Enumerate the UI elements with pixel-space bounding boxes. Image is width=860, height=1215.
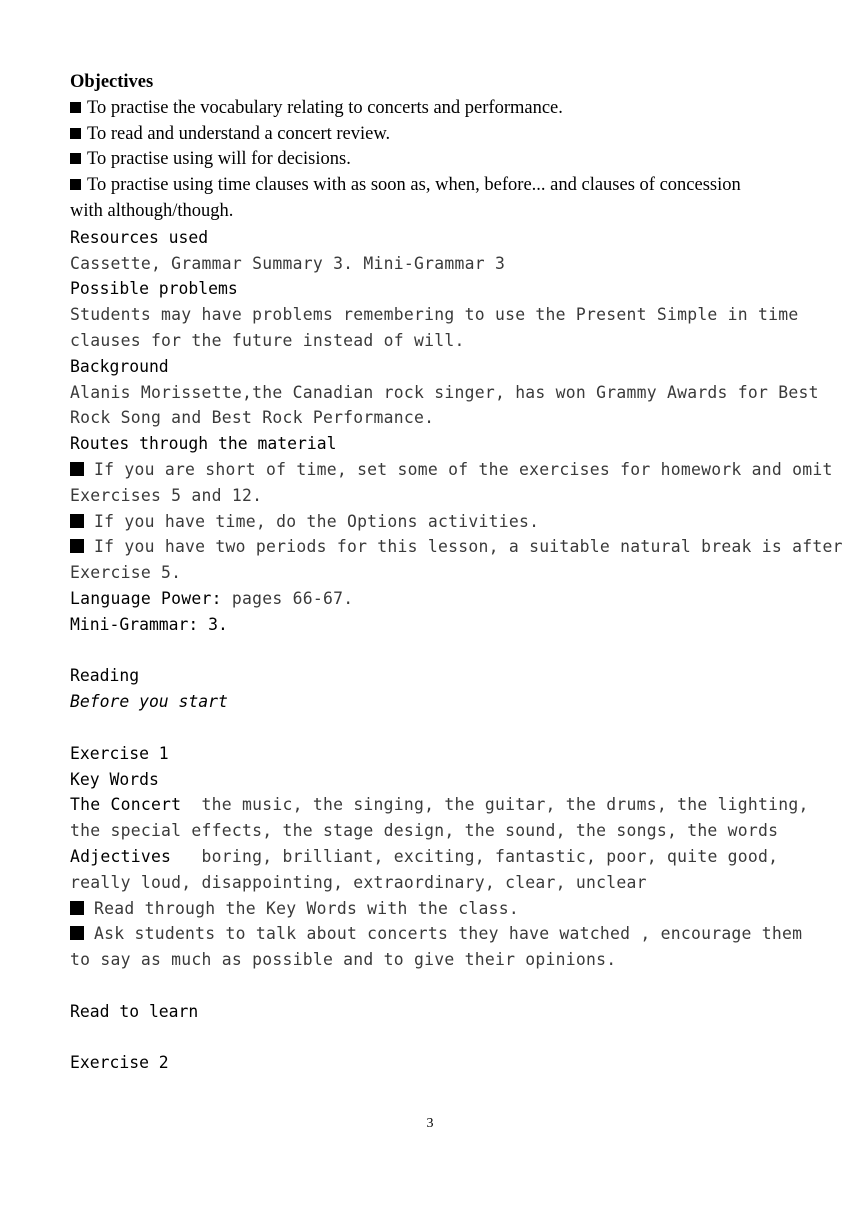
route-item-continuation: Exercise 5. <box>70 563 182 583</box>
problems-text-line: clauses for the future instead of will. <box>70 330 465 350</box>
problems-text-line: Students may have problems remembering to use the Present Simple in time <box>70 305 799 325</box>
bullet-square-icon <box>70 901 84 915</box>
language-power-label: Language Power: <box>70 588 222 608</box>
adjectives-continuation: really loud, disappointing, extraordinary, clear, unclear <box>70 872 647 892</box>
bullet-square-icon <box>70 153 81 164</box>
document-page <box>70 70 843 1076</box>
objective-item: To read and understand a concert review. <box>70 122 795 148</box>
bullet-square-icon <box>70 926 84 940</box>
background-heading: Background <box>70 356 169 376</box>
page-number: 3 <box>426 1116 434 1131</box>
bullet-square-icon <box>70 128 81 139</box>
resources-heading: Resources used <box>70 227 209 247</box>
exercise2-heading: Exercise 2 <box>70 1053 169 1073</box>
before-you-start-subheading: Before you start <box>70 692 228 712</box>
reading-heading: Reading <box>70 666 140 686</box>
mini-grammar-line: Mini-Grammar: 3. <box>70 614 228 634</box>
concert-words-continuation: the special effects, the stage design, the sound, the songs, the words <box>70 821 779 841</box>
bullet-square-icon <box>70 514 84 528</box>
route-item: If you are short of time, set some of the exercises for homework and omit <box>70 457 795 483</box>
background-text-line: Rock Song and Best Rock Performance. <box>70 408 435 428</box>
objective-item: To practise using time clauses with as soon as, when, before... and clauses of concession <box>70 173 795 199</box>
spacer <box>70 638 795 664</box>
objective-item: To practise the vocabulary relating to concerts and performance. <box>70 96 795 122</box>
route-item-continuation: Exercises 5 and 12. <box>70 485 263 505</box>
resources-text: Cassette, Grammar Summary 3. Mini-Grammar 3 <box>70 253 506 273</box>
spacer <box>70 715 795 741</box>
objective-item: To practise using will for decisions. <box>70 147 795 173</box>
routes-heading: Routes through the material <box>70 434 337 454</box>
bullet-square-icon <box>70 462 84 476</box>
problems-heading: Possible problems <box>70 279 238 299</box>
instruction-item: Read through the Key Words with the class. <box>70 896 795 922</box>
concert-words-line: The Concert the music, the singing, the guitar, the drums, the lighting, <box>70 795 809 815</box>
adjectives-label: Adjectives <box>70 846 172 866</box>
exercise1-heading: Exercise 1 <box>70 743 169 763</box>
bullet-square-icon <box>70 179 81 190</box>
language-power-line <box>70 586 795 612</box>
objectives-heading: Objectives <box>70 72 154 92</box>
adjectives-line: Adjectives boring, brilliant, exciting, fantastic, poor, quite good, <box>70 846 779 866</box>
bullet-square-icon <box>70 539 84 553</box>
route-item: If you have two periods for this lesson, a suitable natural break is after <box>70 534 795 560</box>
concert-label: The Concert <box>70 795 182 815</box>
spacer <box>70 1024 795 1050</box>
language-power-value: pages 66-67. <box>221 588 354 608</box>
instruction-item-continuation: to say as much as possible and to give their opinions. <box>70 950 617 970</box>
read-to-learn-heading: Read to learn <box>70 1001 199 1021</box>
key-words-heading: Key Words <box>70 769 159 789</box>
objective-item-continuation: with although/though. <box>70 200 234 221</box>
instruction-item: Ask students to talk about concerts they have watched , encourage them <box>70 921 795 947</box>
background-text-line: Alanis Morissette,the Canadian rock singer, has won Grammy Awards for Best <box>70 382 819 402</box>
bullet-square-icon <box>70 102 81 113</box>
spacer <box>70 973 795 999</box>
route-item: If you have time, do the Options activities. <box>70 509 795 535</box>
